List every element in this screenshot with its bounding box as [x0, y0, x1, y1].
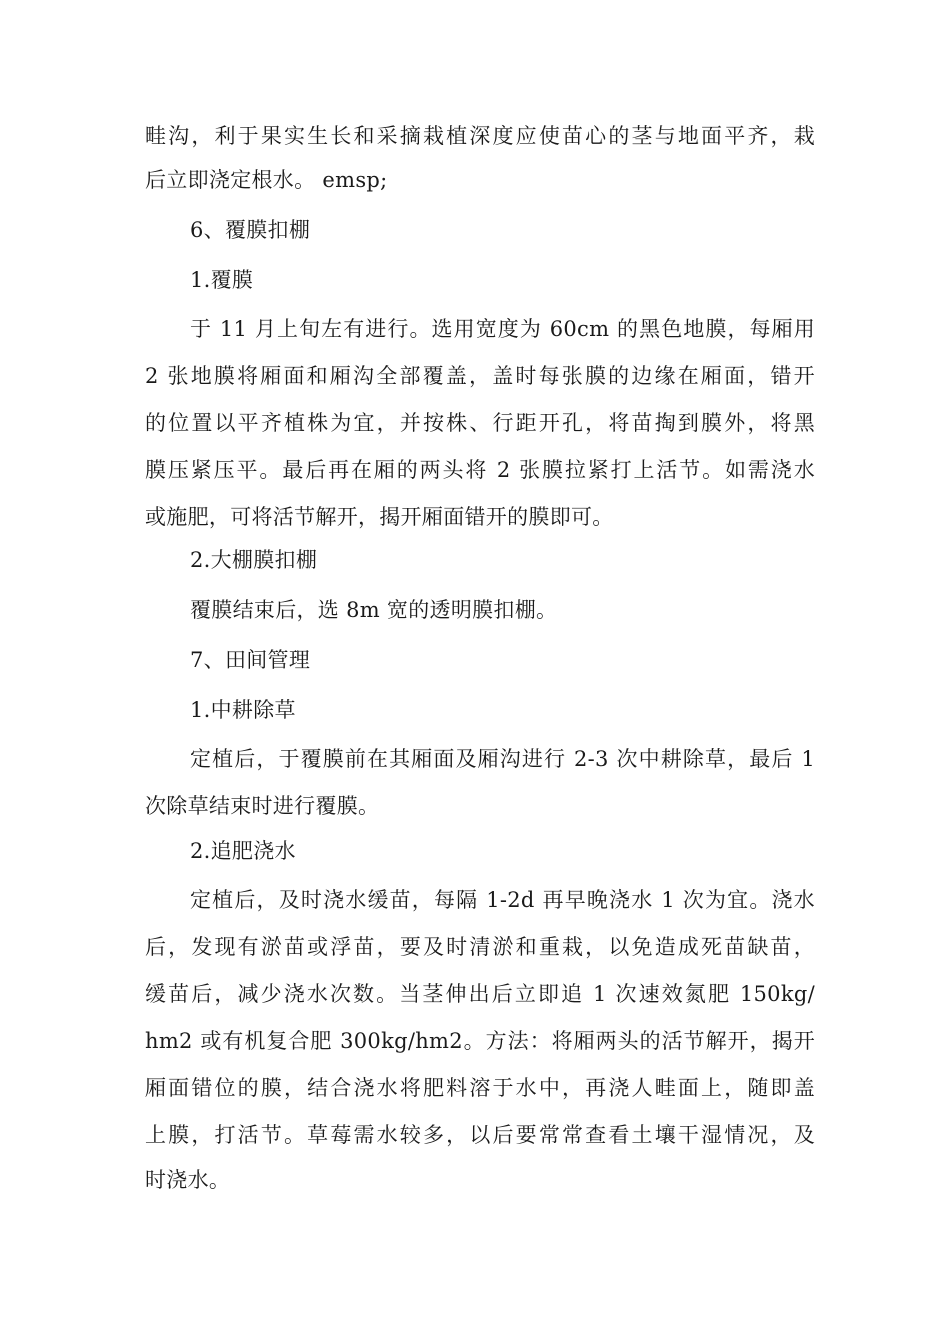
paragraph-line: 后，发现有淤苗或浮苗，要及时清淤和重栽，以免造成死苗缺苗， [145, 935, 815, 959]
paragraph-line: 畦沟，利于果实生长和采摘栽植深度应使苗心的茎与地面平齐，栽 [145, 124, 815, 148]
paragraph-line: 覆膜结束后，选 8m 宽的透明膜扣棚。 [190, 598, 558, 622]
paragraph-line: hm2 或有机复合肥 300kg/hm2。方法：将厢两头的活节解开，揭开 [145, 1029, 815, 1053]
paragraph-line: 膜压紧压平。最后再在厢的两头将 2 张膜拉紧打上活节。如需浇水 [145, 458, 815, 482]
paragraph-line: 2 张地膜将厢面和厢沟全部覆盖，盖时每张膜的边缘在厢面，错开 [145, 364, 815, 388]
subsection-heading: 2.追肥浇水 [190, 839, 296, 863]
paragraph-line: 次除草结束时进行覆膜。 [145, 794, 380, 818]
paragraph-line: 的位置以平齐植株为宜，并按株、行距开孔，将苗掏到膜外，将黑 [145, 411, 815, 435]
paragraph-line: 或施肥，可将活节解开，揭开厢面错开的膜即可。 [145, 505, 614, 529]
subsection-heading: 2.大棚膜扣棚 [190, 548, 318, 572]
paragraph-line: 后立即浇定根水。 emsp; [145, 168, 388, 192]
paragraph-line: 厢面错位的膜，结合浇水将肥料溶于水中，再浇人畦面上，随即盖 [145, 1076, 815, 1100]
subsection-heading: 1.中耕除草 [190, 698, 296, 722]
paragraph-line: 定植后，及时浇水缓苗，每隔 1-2d 再早晚浇水 1 次为宜。浇水 [190, 888, 815, 912]
paragraph-line: 上膜，打活节。草莓需水较多，以后要常常查看土壤干湿情况，及 [145, 1123, 815, 1147]
paragraph-line: 缓苗后，减少浇水次数。当茎伸出后立即追 1 次速效氮肥 150kg/ [145, 982, 815, 1006]
section-heading: 7、田间管理 [190, 648, 311, 672]
section-heading: 6、覆膜扣棚 [190, 218, 311, 242]
paragraph-line: 定植后，于覆膜前在其厢面及厢沟进行 2-3 次中耕除草，最后 1 [190, 747, 815, 771]
paragraph-line: 于 11 月上旬左有进行。选用宽度为 60cm 的黑色地膜，每厢用 [190, 317, 815, 341]
paragraph-line: 时浇水。 [145, 1168, 231, 1192]
subsection-heading: 1.覆膜 [190, 268, 254, 292]
